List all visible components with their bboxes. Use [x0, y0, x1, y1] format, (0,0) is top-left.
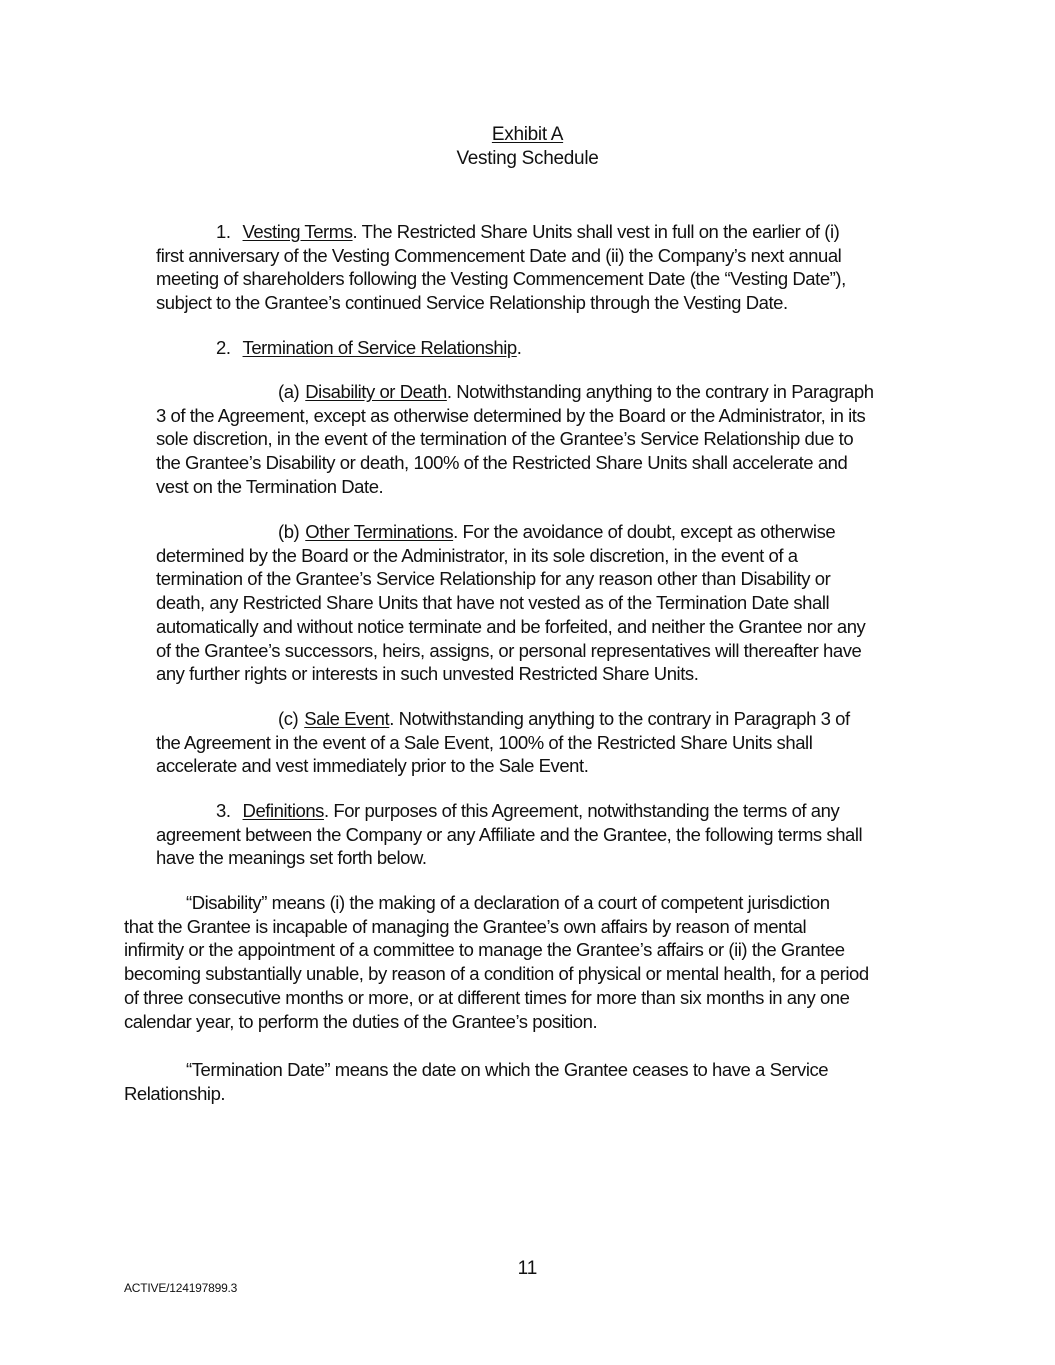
disability-death-heading: Disability or Death — [305, 381, 447, 402]
other-terminations-paragraph: (b) Other Terminations. For the avoidance of doubt, except as otherwise determined by the Board or the Administrator, in its sole discretion, in the event of a termination of the Grantee’s Service Relationship for any reason other than Disability or death, any Restricted Share Units that have not vested as of the Termination Date shall automatically and without notice terminate and be forfeited, and neither the Grantee nor any of the Grantee’s successors, heirs, assigns, or personal representatives will thereafter have any further rights or interests in such unvested Restricted Share Units. — [156, 521, 866, 685]
exhibit-subtitle: Vesting Schedule — [456, 148, 599, 169]
definitions-paragraph: 3. Definitions. For purposes of this Agreement, notwithstanding the terms of any agreement between the Company or any Affiliate and the Grantee, the following terms shall have the meanings set forth below. — [156, 800, 863, 869]
sale-event-paragraph: (c) Sale Event. Notwithstanding anything to the contrary in Paragraph 3 of the Agreement in the event of a Sale Event, 100% of the Restricted Share Units shall accelerate and vest immediately prior to the Sale Event. — [156, 708, 850, 777]
vesting-terms-paragraph: 1. Vesting Terms. The Restricted Share Units shall vest in full on the earlier of (i) first anniversary of the Vesting Commencement Date and (ii) the Company’s next annual meeting of shareholders following the Vesting Commencement Date (the “Vesting Date”), subject to the Grantee’s continued Service Relationship through the Vesting Date. — [156, 220, 936, 315]
definitions-heading: Definitions — [242, 800, 324, 821]
vesting-terms-line-1: 1. Vesting Terms. The Restricted Share Units shall vest in full on the earlier of (i) — [216, 221, 840, 242]
exhibit-title: Exhibit A — [491, 124, 564, 145]
document-id: ACTIVE/124197899.3 — [124, 1281, 238, 1295]
page-number: 11 — [517, 1258, 538, 1279]
disability-definition-paragraph: “Disability” means (i) the making of a declaration of a court of competent jurisdiction that the Grantee is incapable of managing the Grantee’s own affairs by reason of mental infirmity or the appointment of a committee to manage the Grantee’s affairs or (ii) the Grantee becoming substantially unable, by reason of a condition of physical or mental health, for a period of three consecutive months or more, or at different times for more than six months in any one calendar year, to perform the duties of the Grantee’s position. — [124, 892, 869, 1032]
termination-date-definition-paragraph: “Termination Date” means the date on which the Grantee ceases to have a Service Relationship. — [124, 1059, 829, 1104]
termination-heading: Termination of Service Relationship — [242, 337, 517, 358]
sale-event-heading: Sale Event — [304, 708, 390, 729]
disability-death-paragraph: (a) Disability or Death. Notwithstanding anything to the contrary in Paragraph 3 of the Agreement, except as otherwise determined by the Board or the Administrator, in its sole discretion, in the event of the termination of the Grantee’s Service Relationship due to the Grantee’s Disability or death, 100% of the Restricted Share Units shall accelerate and vest on the Termination Date. — [156, 381, 874, 497]
other-terminations-heading: Other Terminations — [305, 521, 454, 542]
termination-heading-paragraph: 2. Termination of Service Relationship. — [216, 337, 522, 358]
vesting-terms-heading: Vesting Terms — [242, 221, 353, 242]
